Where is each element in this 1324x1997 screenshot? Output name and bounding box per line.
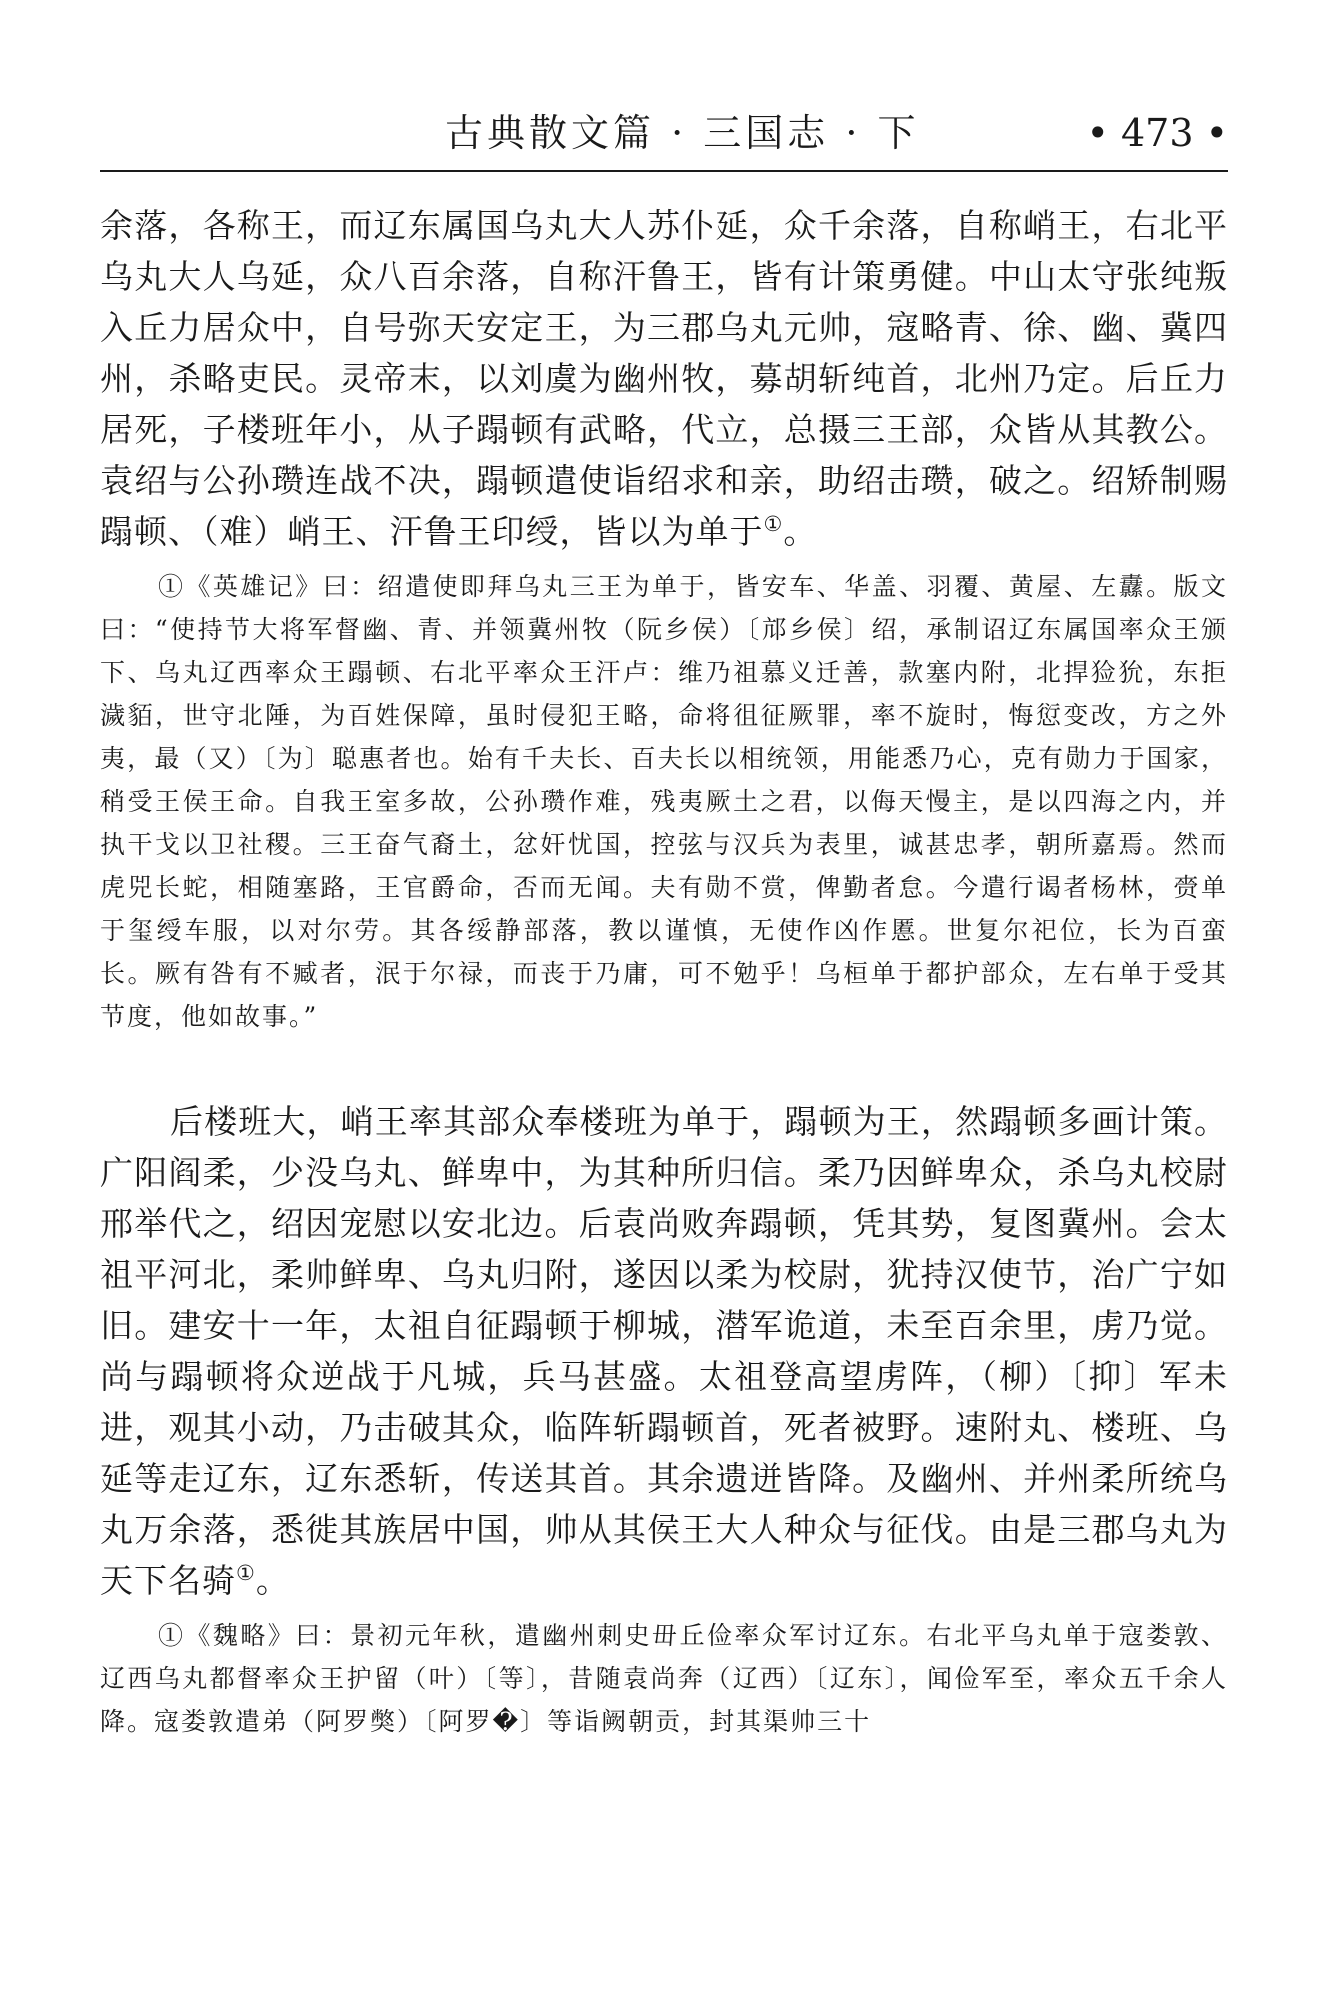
main-paragraph-2 bbox=[100, 1096, 1228, 1606]
footnote-marker: ① bbox=[236, 1561, 256, 1585]
header-rule bbox=[100, 170, 1228, 172]
paragraph-text: 后楼班大，峭王率其部众奉楼班为单于，蹋顿为王，然蹋顿多画计策。广阳阎柔，少没乌丸、鲜卑中，为其种所归信。柔乃因鲜卑众，杀乌丸校尉邢举代之，绍因宠慰以安北边。后袁尚败奔蹋顿，凭其势，复图冀州。会太祖平河北，柔帅鲜卑、乌丸归附，遂因以柔为校尉，犹持汉使节，治广宁如旧。建安十一年，太祖自征蹋顿于柳城，潜军诡道，未至百余里，虏乃觉。尚与蹋顿将众逆战于凡城，兵马甚盛。太祖登高望虏阵，（柳）〔抑〕军未进，观其小动，乃击破其众，临阵斩蹋顿首，死者被野。速附丸、楼班、乌延等走辽东，辽东悉斩，传送其首。其余遗迸皆降。及幽州、并州柔所统乌丸万余落，悉徙其族居中国，帅从其侯王大人种众与征伐。由是三郡乌丸为天下名骑 bbox=[100, 1102, 1228, 1600]
page-header bbox=[100, 108, 1228, 170]
paragraph-end: 。 bbox=[255, 1561, 290, 1600]
running-title: 古典散文篇 · 三国志 · 下 bbox=[445, 111, 920, 155]
annotation-1: ①《英雄记》曰：绍遣使即拜乌丸三王为单于，皆安车、华盖、羽覆、黄屋、左纛。版文曰：“使持节大将军督幽、青、并领冀州牧（阮乡侯）〔邟乡侯〕绍，承制诏辽东属国率众王颁下、乌丸辽西率众王蹋顿、右北平率众王汗卢：维乃祖慕义迁善，款塞内附，北捍猃狁，东拒濊貊，世守北陲，为百姓保障，虽时侵犯王略，命将徂征厥罪，率不旋时，悔愆变改，方之外夷，最（又）〔为〕聪惠者也。始有千夫长、百夫长以相统领，用能悉乃心，克有勋力于国家，稍受王侯王命。自我王室多故，公孙瓒作难，残夷厥土之君，以侮天慢主，是以四海之内，并执干戈以卫社稷。三王奋气裔土，忿奸忧国，控弦与汉兵为表里，诚甚忠孝，朝所嘉焉。然而虎兕长蛇，相随塞路，王官爵命，否而无闻。夫有勋不赏，俾勤者怠。今遣行谒者杨林，赍单于玺绶车服，以对尔劳。其各绥静部落，教以谨慎，无使作凶作慝。世复尔祀位，长为百蛮长。厥有咎有不臧者，泯于尔禄，而丧于乃庸，可不勉乎！乌桓单于都护部众，左右单于受其节度，他如故事。” bbox=[100, 572, 1228, 1031]
annotation-2: ①《魏略》曰：景初元年秋，遣幽州刺史毌丘俭率众军讨辽东。右北平乌丸单于寇娄敦、辽西乌丸都督率众王护留（叶）〔等〕，昔随袁尚奔（辽西）〔辽东〕，闻俭军至，率众五千余人降。寇娄敦遣弟（阿罗獘）〔阿罗�〕等诣阙朝贡，封其渠帅三十 bbox=[100, 1621, 1228, 1736]
paragraph-text: 余落，各称王，而辽东属国乌丸大人苏仆延，众千余落，自称峭王，右北平乌丸大人乌延，众八百余落，自称汗鲁王，皆有计策勇健。中山太守张纯叛入丘力居众中，自号弥天安定王，为三郡乌丸元帅，寇略青、徐、幽、冀四州，杀略吏民。灵帝末，以刘虞为幽州牧，募胡斩纯首，北州乃定。后丘力居死，子楼班年小，从子蹋顿有武略，代立，总摄三王部，众皆从其教公。袁绍与公孙瓒连战不决，蹋顿遣使诣绍求和亲，助绍击瓒，破之。绍矫制赐蹋顿、（难）峭王、汗鲁王印绶，皆以为单于 bbox=[100, 206, 1228, 551]
footnote-marker: ① bbox=[763, 512, 784, 536]
paragraph-end: 。 bbox=[783, 512, 818, 551]
page-body bbox=[100, 200, 1228, 1743]
section-gap bbox=[100, 1038, 1228, 1096]
main-paragraph-1 bbox=[100, 200, 1228, 557]
page-number: • 473 • bbox=[1086, 111, 1228, 155]
